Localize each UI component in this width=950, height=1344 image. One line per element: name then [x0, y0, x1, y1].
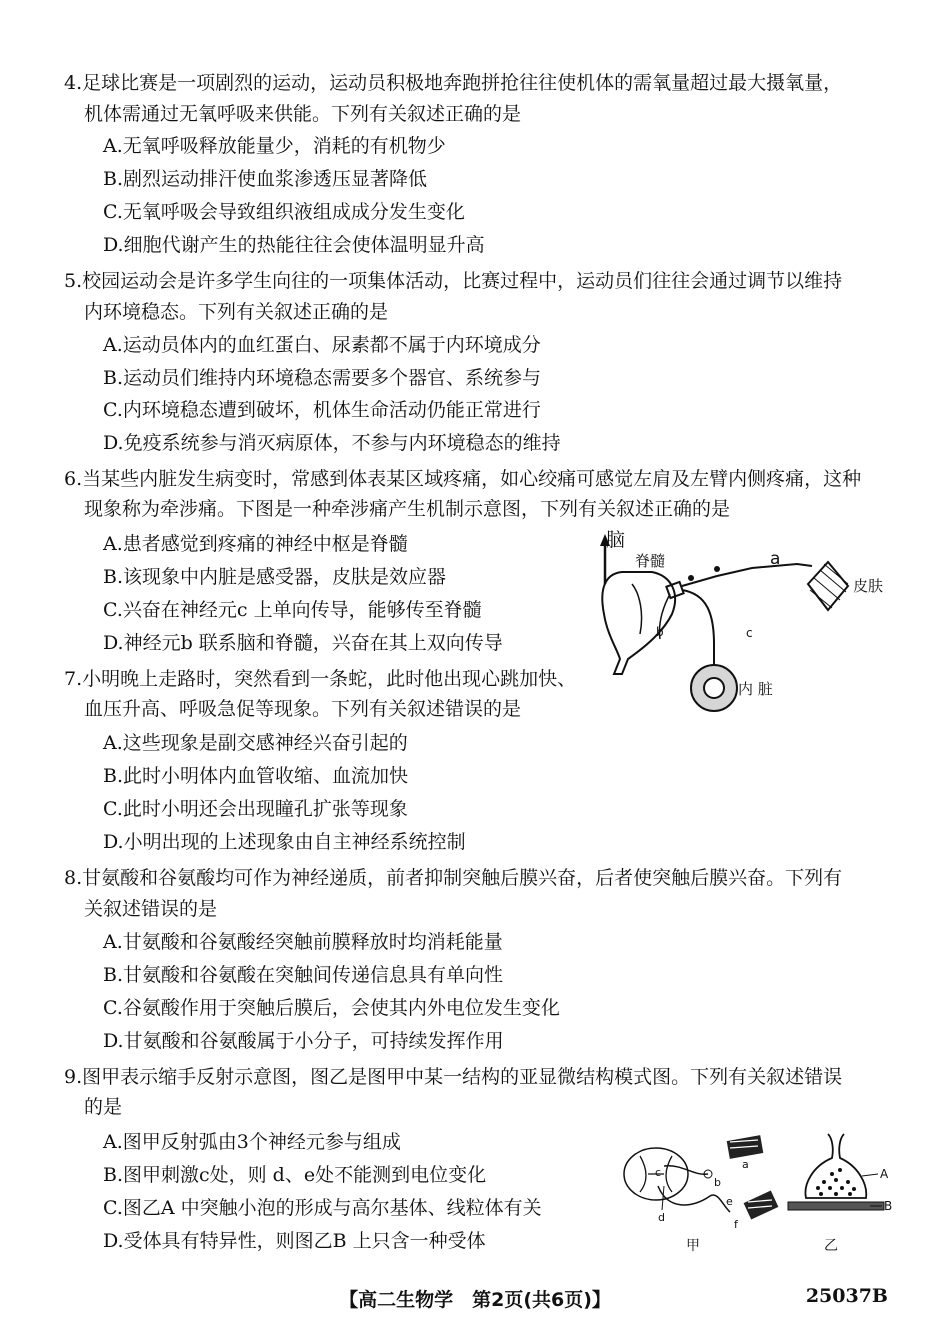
question-5-option-a: A.运动员体内的血红蛋白、尿素都不属于内环境成分 — [103, 334, 541, 356]
question-4-option-b: B.剧烈运动排汗使血浆渗透压显著降低 — [103, 168, 428, 190]
spinal-cord-outline — [602, 572, 675, 674]
question-9-stem-line-1: 9.图甲表示缩手反射示意图，图乙是图甲中某一结构的亚显微结构模式图。下列有关叙述错误 — [64, 1066, 843, 1088]
question-5-stem-line-1: 5.校园运动会是许多学生向往的一项集体活动，比赛过程中，运动员们往往会通过调节以维持 — [64, 270, 843, 292]
leader-d — [662, 1186, 664, 1210]
leader-A — [862, 1174, 878, 1176]
question-5-option-d: D.免疫系统参与消灭病原体，不参与内环境稳态的维持 — [103, 432, 561, 454]
question-4-option-c: C.无氧呼吸会导致组织液组成成分发生变化 — [103, 201, 465, 223]
synaptic-vesicles — [816, 1168, 856, 1196]
label-d: d — [658, 1211, 665, 1224]
postsynaptic-membrane — [788, 1202, 884, 1210]
synapse-dot — [688, 575, 694, 581]
label-c: c — [655, 1166, 662, 1179]
question-7-stem-line-1: 7.小明晚上走路时，突然看到一条蛇，此时他出现心跳加快、 — [64, 668, 577, 690]
question-7-option-c: C.此时小明还会出现瞳孔扩张等现象 — [103, 798, 408, 820]
gray-matter — [632, 584, 642, 634]
skin-label: 皮肤 — [853, 577, 884, 595]
neuron-b-label: b — [656, 625, 664, 639]
question-6-stem-line-1: 6.当某些内脏发生病变时，常感到体表某区域疼痛，如心绞痛可感觉左肩及左臂内侧疼痛，这种 — [64, 468, 862, 490]
question-7-option-a: A.这些现象是副交感神经兴奋引起的 — [103, 732, 408, 754]
effector-block — [744, 1191, 779, 1220]
question-9-stem-line-2: 的是 — [84, 1096, 123, 1118]
label-e: e — [726, 1195, 733, 1208]
label-b: b — [714, 1176, 721, 1189]
question-5-option-c: C.内环境稳态遭到破坏，机体生命活动仍能正常进行 — [103, 399, 541, 421]
referred-pain-diagram — [592, 524, 892, 714]
question-5-option-b: B.运动员们维持内环境稳态需要多个器官、系统参与 — [103, 367, 542, 389]
neuron-a-label: a — [770, 549, 781, 569]
label-A: A — [880, 1167, 889, 1181]
question-7-option-b: B.此时小明体内血管收缩、血流加快 — [103, 765, 409, 787]
organ-label: 内 脏 — [738, 680, 773, 698]
question-8-stem-line-2: 关叙述错误的是 — [84, 898, 218, 920]
question-4-option-a: A.无氧呼吸释放能量少，消耗的有机物少 — [103, 135, 446, 157]
footer-page-info: 【高二生物学 第2页(共6页)】 — [339, 1289, 611, 1311]
ganglion — [666, 582, 683, 598]
question-7-option-d: D.小明出现的上述现象由自主神经系统控制 — [103, 831, 466, 853]
neuron-c-label: c — [746, 626, 753, 640]
organ-inner — [704, 678, 724, 698]
question-8-option-c: C.谷氨酸作用于突触后膜后，会使其内外电位发生变化 — [103, 997, 560, 1019]
question-6-option-a: A.患者感觉到疼痛的神经中枢是脊髓 — [103, 533, 408, 555]
question-4-option-d: D.细胞代谢产生的热能往往会使体温明显升高 — [103, 234, 485, 256]
question-4-stem-line-1: 4.足球比赛是一项剧烈的运动，运动员积极地奔跑拼抢往往使机体的需氧量超过最大摄氧量， — [64, 72, 843, 94]
figure-yi-label: 乙 — [824, 1238, 838, 1254]
question-5-stem-line-2: 内环境稳态。下列有关叙述正确的是 — [84, 301, 389, 323]
question-6-stem-line-2: 现象称为牵涉痛。下图是一种牵涉痛产生机制示意图，下列有关叙述正确的是 — [84, 498, 731, 520]
efferent-fiber — [658, 1186, 730, 1212]
afferent-fiber — [664, 1166, 708, 1174]
question-6-option-b: B.该现象中内脏是感受器，皮肤是效应器 — [103, 566, 447, 588]
reflex-arc-diagram — [618, 1126, 898, 1258]
question-8-stem-line-1: 8.甘氨酸和谷氨酸均可作为神经递质，前者抑制突触后膜兴奋，后者使突触后膜兴奋。下列有 — [64, 867, 843, 889]
footer-exam-code: 25037B — [805, 1285, 888, 1307]
question-4-stem-line-2: 机体需通过无氧呼吸来供能。下列有关叙述正确的是 — [84, 103, 522, 125]
question-8-option-a: A.甘氨酸和谷氨酸经突触前膜释放时均消耗能量 — [103, 931, 503, 953]
question-9-option-b: B.图甲刺激c处，则 d、e处不能测到电位变化 — [103, 1164, 487, 1186]
figure-jia-label: 甲 — [686, 1238, 700, 1254]
skin-diamond — [808, 562, 848, 610]
question-9-option-c: C.图乙A 中突触小泡的形成与高尔基体、线粒体有关 — [103, 1197, 542, 1219]
label-f: f — [734, 1218, 738, 1231]
skin-hatch — [810, 564, 848, 608]
synapse-dot — [714, 566, 720, 572]
question-8-option-b: B.甘氨酸和谷氨酸在突触间传递信息具有单向性 — [103, 964, 504, 986]
label-B: B — [884, 1199, 893, 1213]
brain-label: 脑 — [606, 529, 626, 551]
question-6-option-c: C.兴奋在神经元c 上单向传导，能够传至脊髓 — [103, 599, 482, 621]
spinal-cord-label: 脊髓 — [635, 552, 666, 570]
question-8-option-d: D.甘氨酸和谷氨酸属于小分子，可持续发挥作用 — [103, 1030, 504, 1052]
label-a: a — [742, 1158, 749, 1171]
question-9-option-a: A.图甲反射弧由3个神经元参与组成 — [103, 1131, 401, 1153]
neuron-a — [682, 564, 812, 586]
question-7-stem-line-2: 血压升高、呼吸急促等现象。下列有关叙述错误的是 — [84, 698, 522, 720]
question-6-option-d: D.神经元b 联系脑和脊髓，兴奋在其上双向传导 — [103, 632, 503, 654]
synaptic-knob — [805, 1134, 866, 1198]
neuron-c — [682, 590, 714, 674]
question-9-option-d: D.受体具有特异性，则图乙B 上只含一种受体 — [103, 1230, 486, 1252]
